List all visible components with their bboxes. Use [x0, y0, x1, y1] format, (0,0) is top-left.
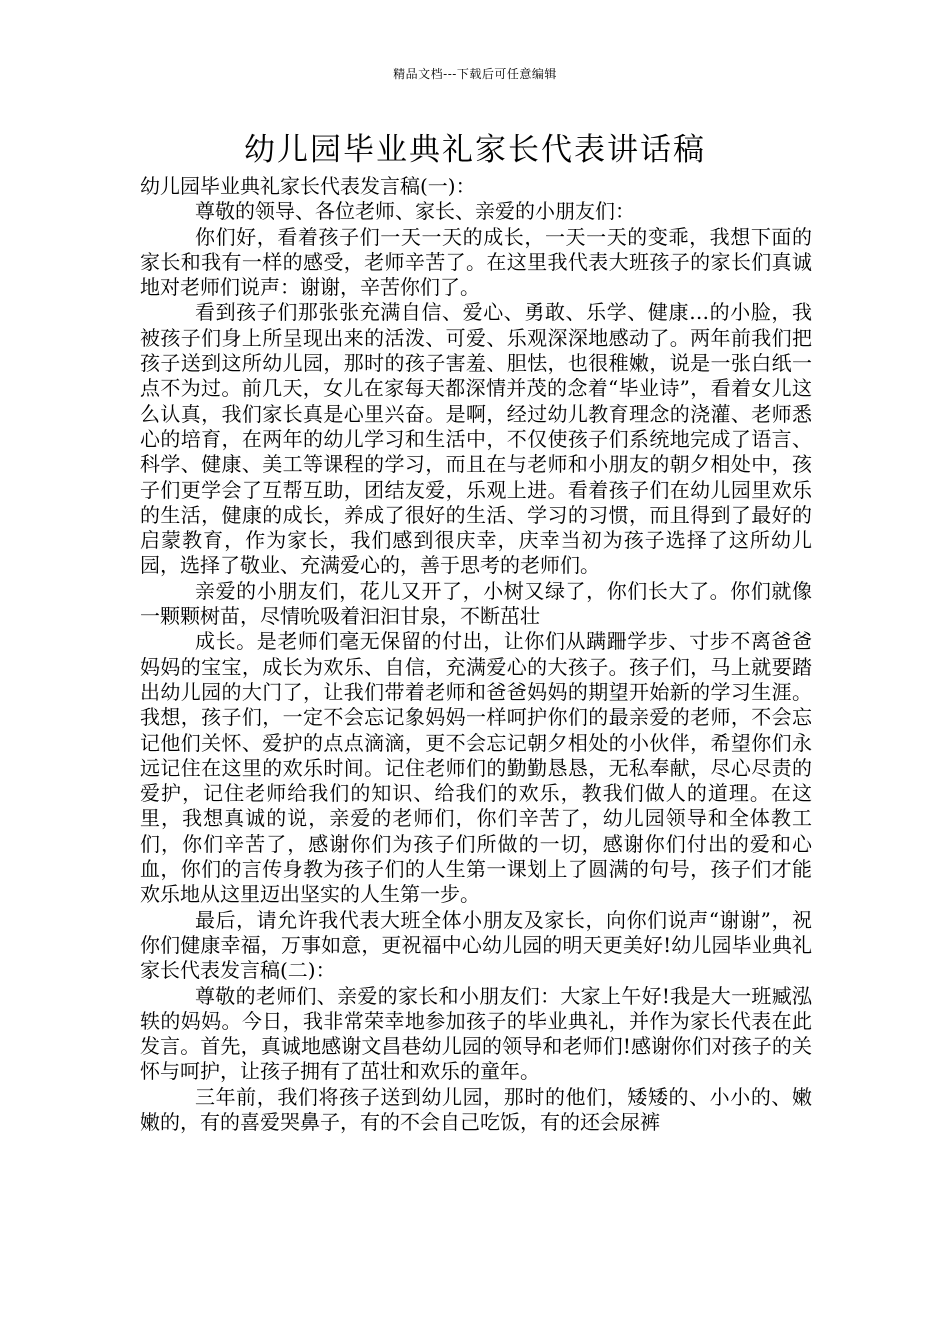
paragraph: 亲爱的小朋友们，花儿又开了，小树又绿了，你们长大了。你们就像一颗颗树苗，尽情吮吸着汩汩甘泉，不断茁壮	[140, 578, 812, 629]
salutation-2: 尊敬的老师们、亲爱的家长和小朋友们：大家上午好!我是大一班臧泓轶的妈妈。今日，我非常荣幸地参加孩子的毕业典礼，并作为家长代表在此发言。首先，真诚地感谢文昌巷幼儿园的领导和老师们!感谢你们对孩子的关怀与呵护，让孩子拥有了茁壮和欢乐的童年。	[140, 983, 812, 1084]
paragraph: 最后，请允许我代表大班全体小朋友及家长，向你们说声“谢谢”，祝你们健康幸福，万事如意，更祝福中心幼儿园的明天更美好!幼儿园毕业典礼家长代表发言稿(二)：	[140, 907, 812, 983]
paragraph: 三年前，我们将孩子送到幼儿园，那时的他们，矮矮的、小小的、嫩嫩的，有的喜爱哭鼻子，有的不会自己吃饭，有的还会尿裤	[140, 1084, 812, 1134]
document-body	[140, 174, 812, 1135]
header-note: 精品文档---下载后可任意编辑	[393, 67, 557, 81]
paragraph: 成长。是老师们毫无保留的付出，让你们从蹒跚学步、寸步不离爸爸妈妈的宝宝，成长为欢乐、自信，充满爱心的大孩子。孩子们，马上就要踏出幼儿园的大门了，让我们带着老师和爸爸妈妈的期望开始新的学习生涯。我想，孩子们，一定不会忘记象妈妈一样呵护你们的最亲爱的老师，不会忘记他们关怀、爱护的点点滴滴，更不会忘记朝夕相处的小伙伴，希望你们永远记住在这里的欢乐时间。记住老师们的勤勤恳恳，无私奉献，尽心尽责的爱护，记住老师给我们的知识、给我们的欢乐，教我们做人的道理。在这里，我想真诚的说，亲爱的老师们，你们辛苦了，幼儿园领导和全体教工们，你们辛苦了，感谢你们为孩子们所做的一切，感谢你们付出的爱和心血，你们的言传身教为孩子们的人生第一课划上了圆满的句号，孩子们才能欢乐地从这里迈出坚实的人生第一步。	[140, 629, 812, 907]
paragraph: 看到孩子们那张张充满自信、爱心、勇敢、乐学、健康…的小脸，我被孩子们身上所呈现出来的活泼、可爱、乐观深深地感动了。两年前我们把孩子送到这所幼儿园，那时的孩子害羞、胆怯，也很稚嫩，说是一张白纸一点不为过。前几天，女儿在家每天都深情并茂的念着“毕业诗”，看着女儿这么认真，我们家长真是心里兴奋。是啊，经过幼儿教育理念的浇灌、老师悉心的培育，在两年的幼儿学习和生活中，不仅使孩子们系统地完成了语言、科学、健康、美工等课程的学习，而且在与老师和小朋友的朝夕相处中，孩子们更学会了互帮互助，团结友爱，乐观上进。看着孩子们在幼儿园里欢乐的生活，健康的成长，养成了很好的生活、学习的习惯，而且得到了最好的启蒙教育，作为家长，我们感到很庆幸，庆幸当初为孩子选择了这所幼儿园，选择了敬业、充满爱心的，善于思考的老师们。	[140, 300, 812, 578]
section-heading-1: 幼儿园毕业典礼家长代表发言稿(一)：	[140, 174, 476, 198]
document-title: 幼儿园毕业典礼家长代表讲话稿	[244, 132, 706, 168]
paragraph: 你们好，看着孩子们一天一天的成长，一天一天的变乖，我想下面的家长和我有一样的感受，老师辛苦了。在这里我代表大班孩子的家长们真诚地对老师们说声：谢谢，辛苦你们了。	[140, 224, 812, 300]
salutation-1: 尊敬的领导、各位老师、家长、亲爱的小朋友们：	[195, 199, 635, 224]
